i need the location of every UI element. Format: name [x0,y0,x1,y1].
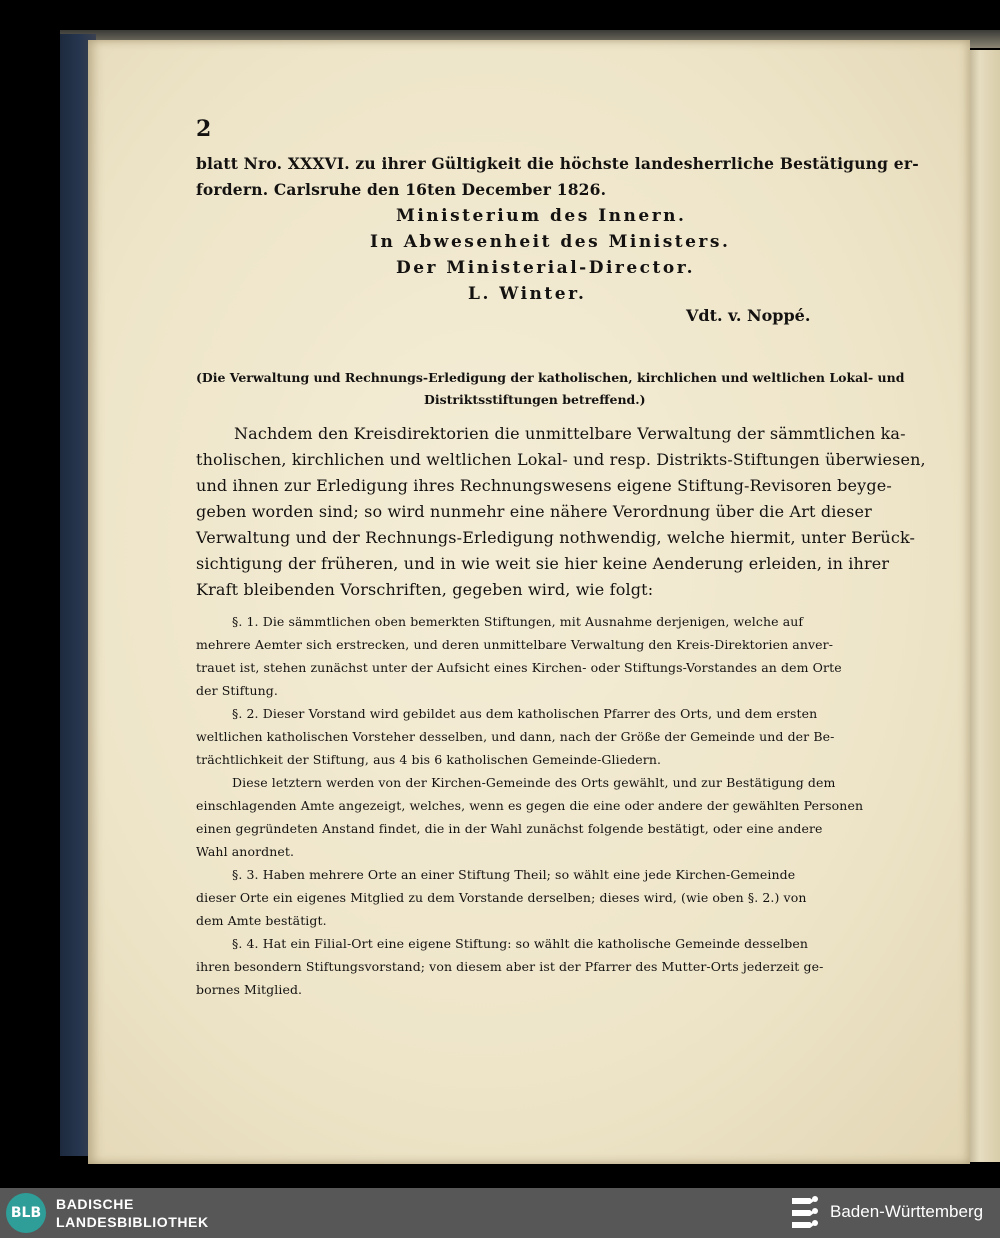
signature-vdt: Vdt. v. Noppé. [686,306,811,325]
baden-wuerttemberg-lions-icon [788,1192,822,1234]
heading-line-2: Distriktsstiftungen betreffend.) [424,392,646,407]
section-line: weltlichen katholischen Vorsteher desselben, und dann, nach der Größe der Gemeinde und der Be- [196,729,835,744]
adjacent-page-edge [966,50,1000,1162]
paragraph-line: Kraft bleibenden Vorschriften, gegeben wird, wie folgt: [196,580,654,599]
intro-line-1: blatt Nro. XXXVI. zu ihrer Gültigkeit die höchste landesherrliche Bestätigung er- [196,154,919,173]
page-number: 2 [196,116,212,142]
section-line: einschlagenden Amte angezeigt, welches, wenn es gegen die eine oder andere der gewählten Personen [196,798,864,813]
paragraph-line: geben worden sind; so wird nunmehr eine nähere Verordnung über die Art dieser [196,502,872,521]
heading-line-1: (Die Verwaltung und Rechnungs-Erledigung der katholischen, kirchlichen und weltlichen Lokal- und [196,370,905,385]
library-name-line-1: BADISCHE [56,1196,134,1212]
section-line: §. 1. Die sämmtlichen oben bemerkten Stiftungen, mit Ausnahme derjenigen, welche auf [232,614,804,629]
footer-bar [0,1188,1000,1238]
signature-director: Der Ministerial-Director. [396,258,696,278]
section-line: Diese letztern werden von der Kirchen-Gemeinde des Orts gewählt, und zur Bestätigung dem [232,775,836,790]
signature-absence: In Abwesenheit des Ministers. [370,232,731,252]
section-line: der Stiftung. [196,683,278,698]
state-name[interactable]: Baden-Württemberg [830,1202,984,1221]
section-line: Wahl anordnet. [196,844,295,859]
section-line: dem Amte bestätigt. [196,913,327,928]
blb-logo-icon[interactable]: BLB [6,1193,46,1233]
paragraph-line: sichtigung der früheren, und in wie weit sie hier keine Aenderung erleiden, in ihrer [196,554,890,573]
section-line: trächtlichkeit der Stiftung, aus 4 bis 6 katholischen Gemeinde-Gliedern. [196,752,662,767]
intro-line-2: fordern. Carlsruhe den 16ten December 1826. [196,180,607,199]
section-line: einen gegründeten Anstand findet, die in der Wahl zunächst folgende bestätigt, oder eine andere [196,821,823,836]
paragraph-line: Verwaltung und der Rechnungs-Erledigung nothwendig, welche hiermit, unter Berück- [196,528,916,547]
paragraph-line: Nachdem den Kreisdirektorien die unmittelbare Verwaltung der sämmtlichen ka- [234,424,906,443]
library-name[interactable] [56,1195,209,1231]
section-line: §. 3. Haben mehrere Orte an einer Stiftung Theil; so wählt eine jede Kirchen-Gemeinde [232,867,796,882]
section-line: dieser Orte ein eigenes Mitglied zu dem Vorstande derselben; dieses wird, (wie oben §. 2.) von [196,890,807,905]
section-line: §. 4. Hat ein Filial-Ort eine eigene Stiftung: so wählt die katholische Gemeinde desselben [232,936,809,951]
section-line: bornes Mitglied. [196,982,303,997]
section-line: §. 2. Dieser Vorstand wird gebildet aus dem katholischen Pfarrer des Orts, und dem ersten [232,706,818,721]
section-line: ihren besondern Stiftungsvorstand; von diesem aber ist der Pfarrer des Mutter-Orts jederzeit ge- [196,959,824,974]
library-name-line-2: LANDESBIBLIOTHEK [56,1214,209,1230]
signature-ministry: Ministerium des Innern. [396,206,687,226]
paragraph-line: und ihnen zur Erledigung ihres Rechnungswesens eigene Stiftung-Revisoren beyge- [196,476,892,495]
paragraph-line: tholischen, kirchlichen und weltlichen Lokal- und resp. Distrikts-Stiftungen überwiesen, [196,450,926,469]
signature-name: L. Winter. [468,284,587,304]
section-line: trauet ist, stehen zunächst unter der Aufsicht eines Kirchen- oder Stiftungs-Vorstandes an dem Orte [196,660,842,675]
section-line: mehrere Aemter sich erstrecken, und deren unmittelbare Verwaltung den Kreis-Direktorien anver- [196,637,834,652]
